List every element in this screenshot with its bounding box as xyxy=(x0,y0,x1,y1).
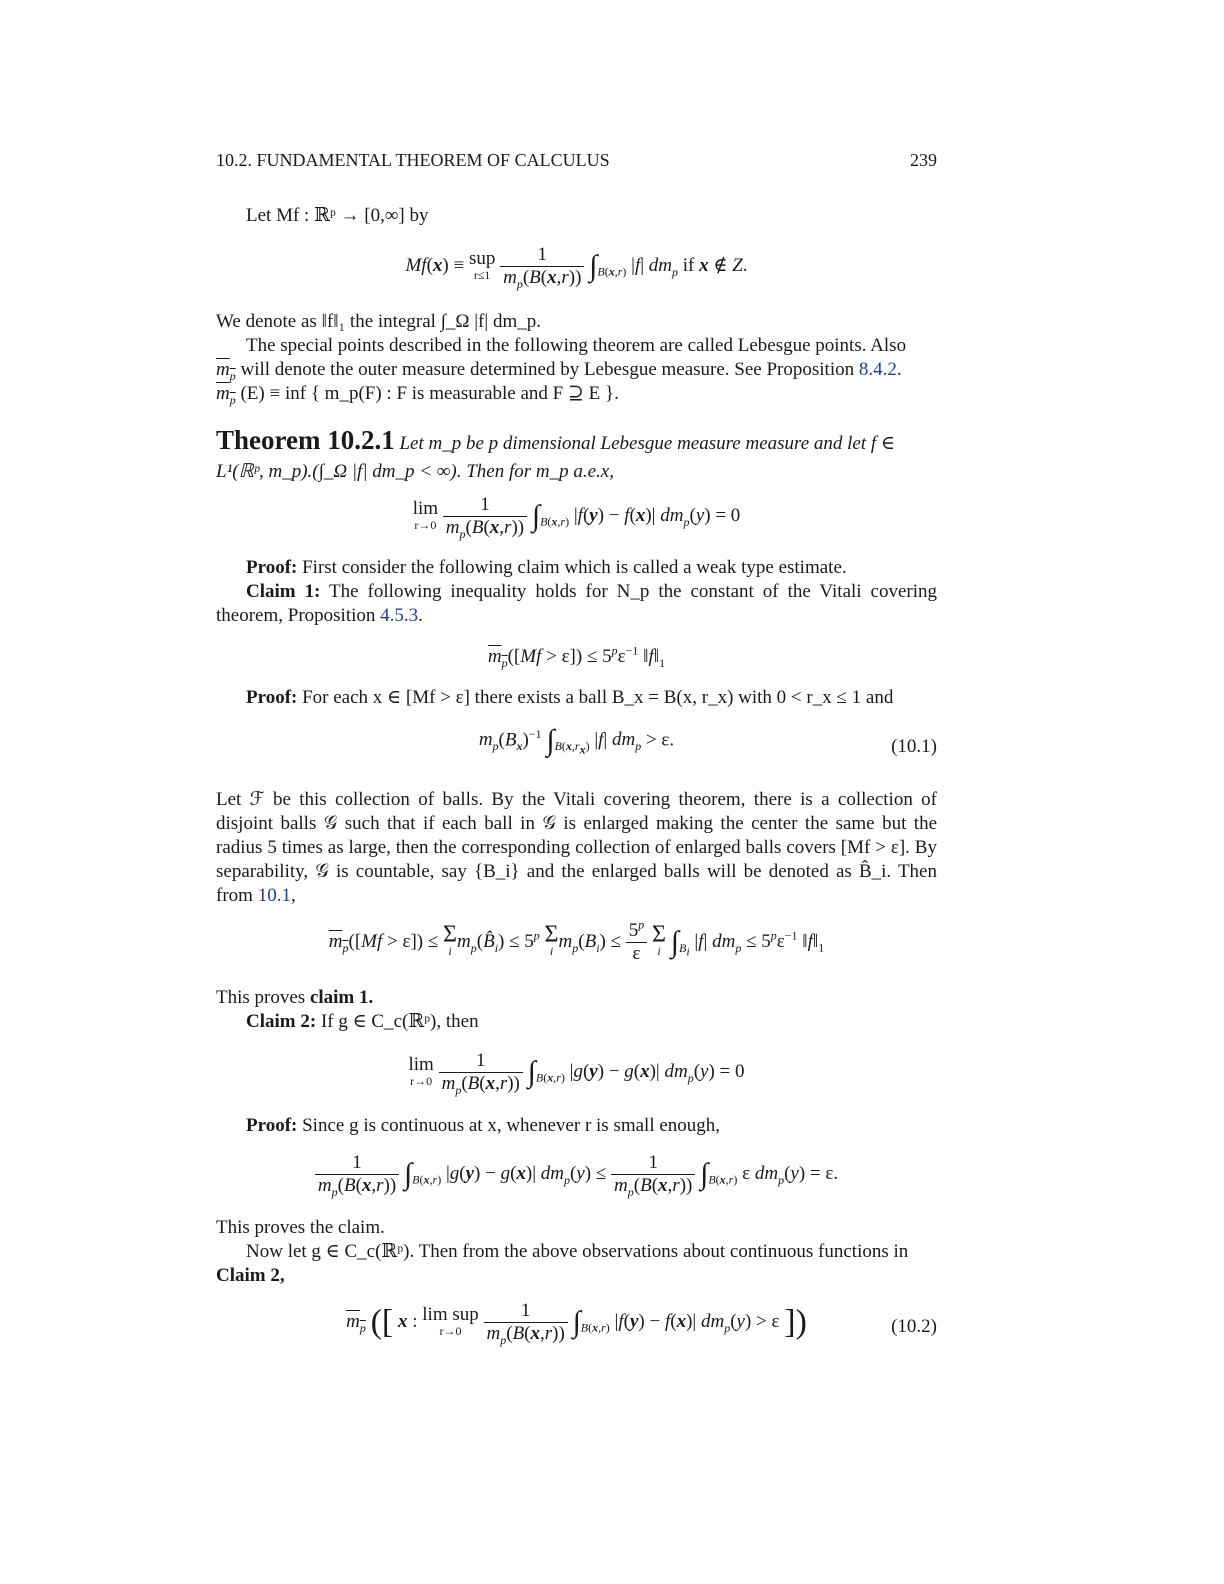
claim-2-text: If g ∈ C_c(ℝᵖ), then xyxy=(320,1011,479,1032)
claim-2-bold: Claim 2, xyxy=(216,1265,285,1286)
mf-definition-equation: Mf(x) ≡ sup r≤1 $\frac{1}{m_p(B(x,r))}$ $\int_{B(x,r)}$ |f| $dm_p$ if x ∉ Z. xyxy=(405,244,748,291)
equation-link-10-1[interactable]: 10.1 xyxy=(257,885,291,906)
page-number: 239 xyxy=(910,150,937,170)
outer-measure-definition: $m_p$ (E) ≡ inf { m_p(F) : F is measurable and F ⊇ E }. xyxy=(216,383,619,407)
lebesgue-points-paragraph: The special points described in the following theorem are called Lebesgue points. Also xyxy=(246,335,907,356)
equation-10-2: $m_p$ ([ x : lim sup r→0 $\frac{1}{m_p(B(x,r))}$ $\int_{B(x,r)}$ |f(y) − f(x)| $dm_p(y) > \varepsilon$ ]) xyxy=(346,1300,807,1347)
claim-2-label: Claim 2: xyxy=(246,1011,317,1032)
equation-10-1: $m_p(B_x)^{-1}$ $\int_{B(x,r_x)}$ |f| $dm_p > \varepsilon$. xyxy=(478,724,675,757)
outer-measure-line: $m_p$ will denote the outer measure determined by Lebesgue measure. See Proposition 8.4.2. xyxy=(216,359,902,383)
proposition-link-4-5-3[interactable]: 4.5.3 xyxy=(380,605,419,626)
equation-number-10-2: (10.2) xyxy=(891,1316,937,1337)
claim-1: Claim 1: The following inequality holds for N_p the constant of the Vitali covering theorem, Proposition 4.5.3. xyxy=(216,581,937,626)
running-header xyxy=(216,150,937,171)
proof-label-3: Proof: xyxy=(246,1115,298,1136)
theorem-statement xyxy=(216,426,937,486)
theorem-label: Theorem 10.2.1 xyxy=(216,425,395,455)
equation-number-10-1: (10.1) xyxy=(891,736,937,757)
proves-claim-1-text: This proves xyxy=(216,987,306,1008)
proposition-link-8-4-2[interactable]: 8.4.2 xyxy=(858,359,897,380)
vitali-paragraph-text: Let ℱ be this collection of balls. By the Vitali covering theorem, there is a collection of disjoint balls 𝒢 such that if each ball in 𝒢 is enlarged making the center the same but the radius 5 times as large, then the corresponding collection of enlarged balls covers [Mf > ε]. By separability, 𝒢 is countable, say {B_i} and the enlarged balls will be denoted as B̂_i. Then from xyxy=(216,789,937,906)
claim-2-reference xyxy=(216,1264,937,1288)
proof-label-2: Proof: xyxy=(246,687,298,708)
proof-label: Proof: xyxy=(246,557,298,578)
chain-inequality: $m_p([Mf > \varepsilon]) \le \Sigma$ i $m_p(B̂_i) \le 5^p$ Σ i $m_p(B_i)$ ≤ $\frac{5^p}{\varepsilon}$ Σ i $\int_{B_i}$ |f| $dm_p \le 5^p\varepsilon^{-1}$ $‖f‖_1$ xyxy=(328,917,825,964)
proof-intro xyxy=(216,556,937,580)
claim-2 xyxy=(216,1010,937,1034)
proof-claim-1 xyxy=(216,686,937,710)
claim-2-proof-equation: $\frac{1}{m_p(B(x,r))}$ $\int_{B(x,r)}$ |g(y) − g(x)| $dm_p(y)$ ≤ $\frac{1}{m_p(B(x,r))}$ $\int_{B(x,r)}$ ε $dm_p(y) = \varepsilon$. xyxy=(216,1152,937,1197)
claim-2-equation: lim r→0 $\frac{1}{m_p(B(x,r))}$ $\int_{B(x,r)}$ |g(y) − g(x)| $dm_p(y) = 0$ xyxy=(408,1050,745,1097)
claim-1-text: The following inequality holds for N_p the constant of the Vitali covering theorem, Proposition xyxy=(216,581,937,626)
outer-measure-text: will denote the outer measure determined by Lebesgue measure. See Proposition xyxy=(240,359,855,380)
theorem-statement-line2: L¹(ℝᵖ, m_p).(∫_Ω |f| dm_p < ∞). Then for m_p a.e.x, xyxy=(216,461,614,482)
now-let-line: Now let g ∈ C_c(ℝᵖ). Then from the above observations about continuous functions in xyxy=(246,1241,909,1262)
vitali-paragraph: Let ℱ be this collection of balls. By the Vitali covering theorem, there is a collection of disjoint balls 𝒢 such that if each ball in 𝒢 is enlarged making the center the same but the radius 5 times as large, then the corresponding collection of enlarged balls covers [Mf > ε]. By separability, 𝒢 is countable, say {B_i} and the enlarged balls will be denoted as B̂_i. Then from 10.1, xyxy=(216,789,937,906)
theorem-limit-equation: lim r→0 $\frac{1}{m_p(B(x,r))}$ $\int_{B(x,r)}$ |f(y) − f(x)| $dm_p(y) = 0$ xyxy=(412,494,741,541)
running-title: 10.2. FUNDAMENTAL THEOREM OF CALCULUS xyxy=(216,150,610,170)
proves-claim-1 xyxy=(216,986,937,1010)
theorem-statement-line1: Let m_p be p dimensional Lebesgue measure measure and let f ∈ xyxy=(399,433,895,454)
mf-definition-intro: Let Mf : ℝᵖ → [0,∞] by xyxy=(246,205,429,226)
claim-1-label: Claim 1: xyxy=(246,581,321,602)
proof-claim-2-text: Since g is continuous at x, whenever r is small enough, xyxy=(302,1115,721,1136)
claim-1-equation: $m_p([Mf > \varepsilon]) \le 5^p\varepsilon^{-1}$ $‖f‖_1$ xyxy=(487,643,666,670)
proves-claim-1-bold: claim 1. xyxy=(309,987,374,1008)
proof-claim-1-text: For each x ∈ [Mf > ε] there exists a ball B_x = B(x, r_x) with 0 < r_x ≤ 1 and xyxy=(302,687,894,708)
proof-intro-text: First consider the following claim which is called a weak type estimate. xyxy=(302,557,847,578)
outer-measure-definition-text: (E) ≡ inf { m_p(F) : F is measurable and F ⊇ E }. xyxy=(240,383,619,404)
proves-claim: This proves the claim. xyxy=(216,1217,385,1238)
norm-definition: We denote as ‖f‖₁ the integral ∫_Ω |f| dm_p. xyxy=(216,311,541,332)
proof-claim-2 xyxy=(216,1114,937,1138)
